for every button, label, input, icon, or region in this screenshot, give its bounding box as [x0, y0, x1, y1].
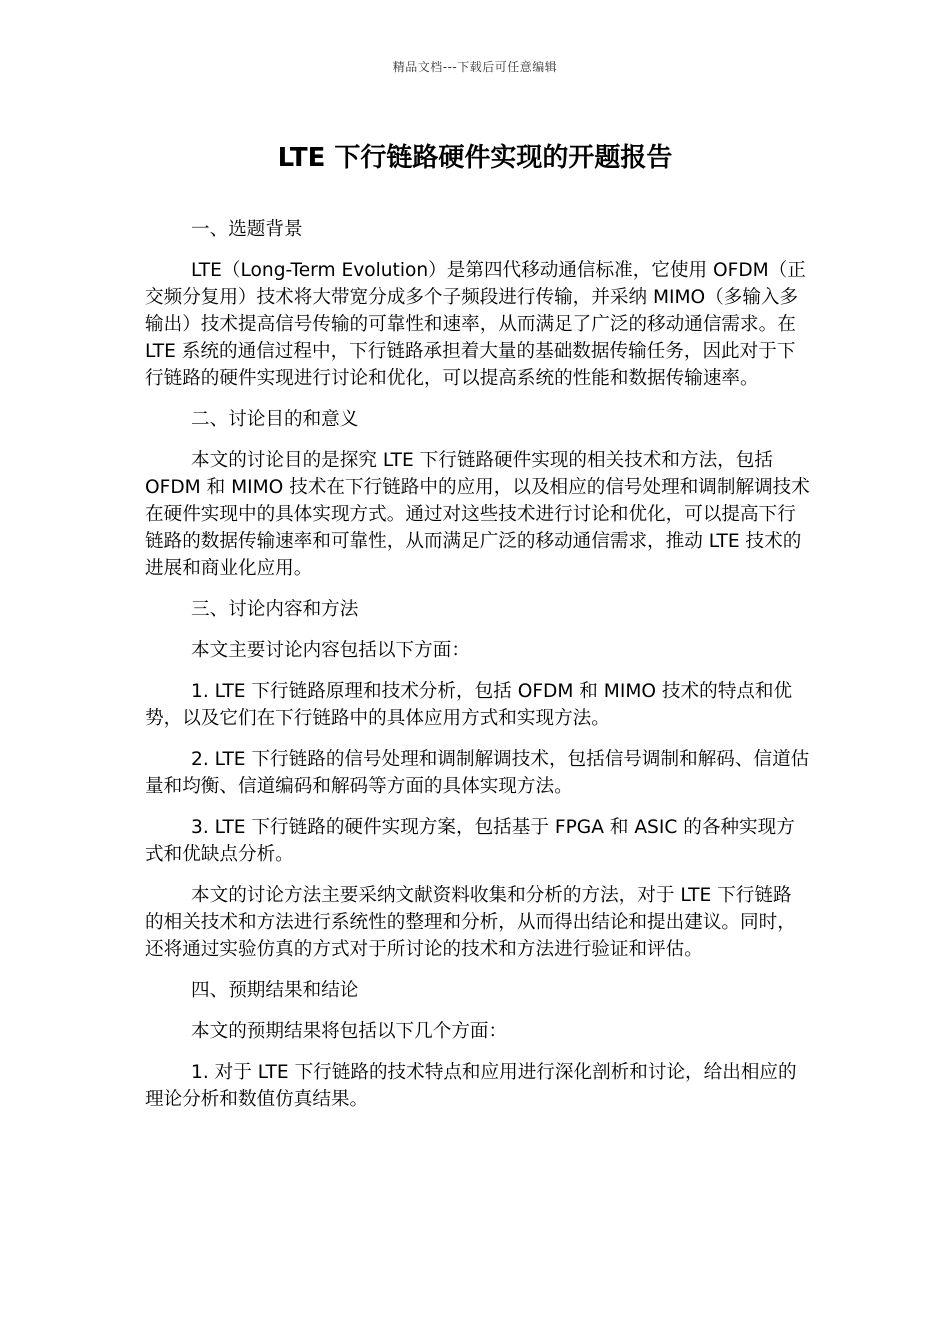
- paragraph-purpose: 本文的讨论目的是探究 LTE 下行链路硬件实现的相关技术和方法，包括 OFDM 和 MIMO 技术在下行链路中的应用，以及相应的信号处理和调制解调技术在硬件实现中的具体实现方式。通过对这些技术进行讨论和优化，可以提高下行链路的数据传输速率和可靠性，从而满足广泛的移动通信需求，推动 LTE 技术的进展和商业化应用。: [145, 450, 810, 579]
- section-heading-background: 一、选题背景: [191, 219, 303, 240]
- document-body: [145, 216, 810, 1127]
- paragraph-background: LTE（Long-Term Evolution）是第四代移动通信标准，它使用 OFDM（正交频分复用）技术将大带宽分成多个子频段进行传输，并采纳 MIMO（多输入多输出）技术提高信号传输的可靠性和速率，从而满足了广泛的移动通信需求。在 LTE 系统的通信过程中，下行链路承担着大量的基础数据传输任务，因此对于下行链路的硬件实现进行讨论和优化，可以提高系统的性能和数据传输速率。: [145, 260, 806, 389]
- section-heading-expected-results: 四、预期结果和结论: [191, 980, 359, 1001]
- paragraph-results-intro: 本文的预期结果将包括以下几个方面：: [191, 1021, 508, 1042]
- list-item-content-1: 1. LTE 下行链路原理和技术分析，包括 OFDM 和 MIMO 技术的特点和优势，以及它们在下行链路中的具体应用方式和实现方法。: [145, 681, 793, 729]
- paragraph-method: 本文的讨论方法主要采纳文献资料收集和分析的方法，对于 LTE 下行链路的相关技术和方法进行系统性的整理和分析，从而得出结论和提出建议。同时，还将通过实验仿真的方式对于所讨论的技术和方法进行验证和评估。: [145, 885, 796, 960]
- header-note: 精品文档---下载后可任意编辑: [392, 60, 558, 74]
- section-heading-content-method: 三、讨论内容和方法: [191, 599, 359, 620]
- paragraph-content-intro: 本文主要讨论内容包括以下方面：: [191, 640, 470, 661]
- document-title: LTE 下行链路硬件实现的开题报告: [277, 143, 673, 173]
- list-item-results-1: 1. 对于 LTE 下行链路的技术特点和应用进行深化剖析和讨论，给出相应的理论分析和数值仿真结果。: [145, 1062, 797, 1110]
- list-item-content-3: 3. LTE 下行链路的硬件实现方案，包括基于 FPGA 和 ASIC 的各种实现方式和优缺点分析。: [145, 817, 795, 865]
- list-item-content-2: 2. LTE 下行链路的信号处理和调制解调技术，包括信号调制和解码、信道估量和均衡、信道编码和解码等方面的具体实现方法。: [145, 749, 810, 797]
- section-heading-purpose: 二、讨论目的和意义: [191, 409, 359, 430]
